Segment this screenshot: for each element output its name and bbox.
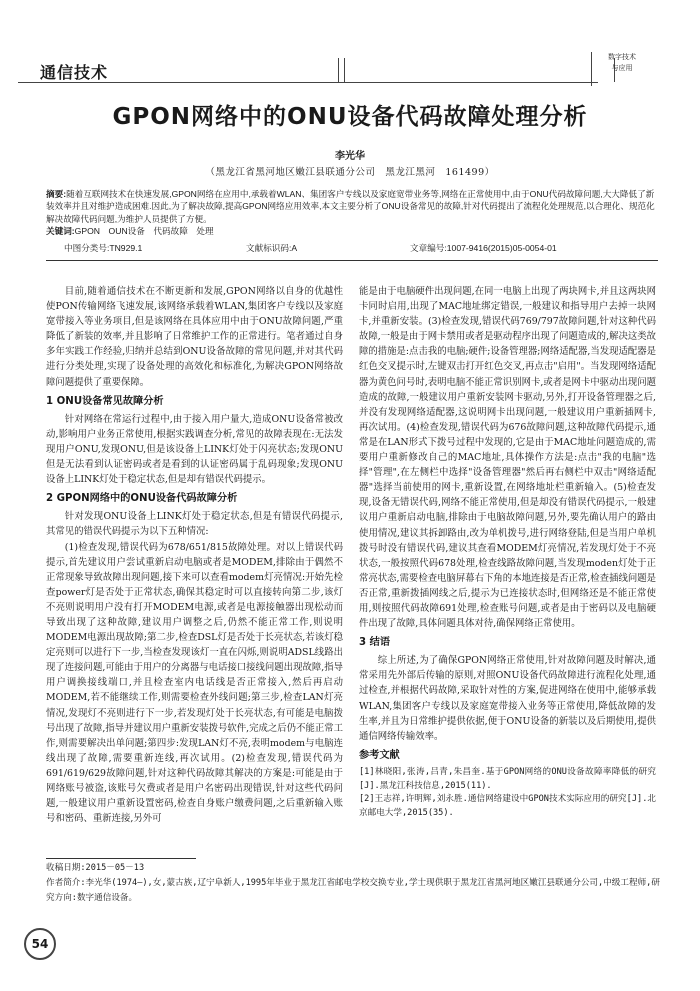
right-column <box>359 284 656 820</box>
left-column <box>46 284 343 826</box>
journal-logo <box>591 52 652 86</box>
footnote <box>46 861 666 906</box>
header-divider <box>344 58 345 82</box>
abstract-label: 摘要: <box>46 189 67 199</box>
section-heading: 2 GPON网络中的ONU设备代码故障分析 <box>46 493 238 505</box>
paragraph: (1)检查发现,错误代码为678/651/815故障处理。对以上错误代码提示,首先建议用户尝试重新启动电脑或者是MODEM,排除由于偶然不正常现象导致故障出现问题,接下来可以查看modem灯亮情况:开始先检查power灯是否处于正常状态,确保其稳定时可以直接转向第二步,该灯不亮则说明用户没有打开MODEM电源,或者是电源接触器出现松动而导致出现了这种故障,建议用户调整之后,仍然不能正常工作,则说明MODEM电源出现故障;第二步,检查DSL灯是否处于长亮状态,若该灯稳定亮则可以进行下一步,当检查发现该灯一直在闪烁,则说明ADSL线路出现了连接问题,可能由于用户的分离器与电话接口接线问题出现故障,指导用户调换接线端口,并且检查室内电话线是否正常接入,然后再启动MODEM,若不能继续工作,则需要检查外线问题;第三步,检查LAN灯亮情况,发现灯不亮则进行下一步,若发现灯处于长亮状态,有可能是电脑拨号出现了故障,指导并建议用户重新安装拨号软件,完成之后仍不能正常工作,则需要解决出单问题;第四步:发现LAN灯不亮,表明modem与电脑连线出现了故障,需要重新连线,再次试用。(2)检查发现,错误代码为691/619/629故障问题,针对这种代码故障其解决的方案是:可能是由于网络账号被盗,该账号欠费或者是用户名密码出现错误,针对这些代码问题,一般建议用户重新设置密码,检查自身账户缴费问题,之后重新输入账号和密码、重新连接,另外可 <box>46 541 343 825</box>
affiliation: （黑龙江省黑河地区嫩江县联通分公司 黑龙江黑河 161499） <box>205 167 495 178</box>
document-code: 文献标识码:A <box>246 243 298 253</box>
keywords: GPON OUN设备 代码故障 处理 <box>74 226 214 237</box>
article-number: 文章编号:1007-9416(2015)05-0054-01 <box>410 243 557 253</box>
logo-line: 数字技术 <box>608 53 636 61</box>
logo-line: 与应用 <box>611 64 633 72</box>
header-divider <box>338 58 339 82</box>
intro-paragraph: 目前,随着通信技术在不断更新和发展,GPON网络以自身的优越性使PON传输网络飞速发展,该网络承载着WLAN,集团客户专线以及家庭宽带接入等业务项目,但是该网络在具体应用中由于ONU故障问题,严重降低了新装的效率,并且影响了日常维护工作的正常进行。笔者通过自身多年实践工作经验,归纳并总结到ONU设备故障的常见问题,并对其代码进行分类处理,实现了设备处理的高效化和标准化,为解决GPON网络故障问题提供了重要保障。 <box>46 286 343 388</box>
reference: [2]王志祥,许明辉,刘永胜.通信网络建设中GPON技术实际应用的研究[J].北京邮电大学,2015(35). <box>359 794 656 818</box>
footer-rule <box>46 858 196 859</box>
header-rule <box>18 82 598 83</box>
author-bio: 作者简介:李光华(1974—),女,蒙古族,辽宁阜新人,1995年毕业于黑龙江省邮电学校交换专业,学士现供职于黑龙江省黑河地区嫩江县联通分公司,中级工程师,研究方向:数字通信设备。 <box>46 878 660 903</box>
article-title: GPON网络中的ONU设备代码故障处理分析 <box>112 104 588 130</box>
references-heading: 参考文献 <box>359 749 400 761</box>
page-header <box>18 53 682 82</box>
paragraph: 能是由于电脑硬件出现问题,在同一电脑上出现了两块网卡,并且这两块网卡同时启用,出现了MAC地址绑定错误,一般建议和指导用户去掉一块网卡,并重新安装。(3)检查发现,错误代码769/797故障问题,针对这种代码故障,一般是由于网卡禁用或者是驱动程序出现了问题造成的,解决这类故障的措施是:点击我的电脑;硬件;设备管理器;网络适配器,当发现适配器是红色交叉提示时,左键双击打开红色交叉,再点击"启用"。当发现网络适配器为黄色问号时,表明电脑不能正常识别网卡,或者是网卡中驱动出现问题造成的故障,一般建议用户重新安装网卡驱动,另外,打开设备管理器之后,并没有发现网络适配器,这说明网卡出现问题,一般建议用户重新插网卡,再次试用。(4)检查发现,错误代码为676故障问题,这种故障代码提示,通常是在LAN形式下拨号过程中发现的,它是由于MAC地址问题造成的,需要用户重新修改自己的MAC地址,具体操作方法是:点击"我的电脑"选择"管理",在左侧栏中选择"设备管理器"然后再右侧栏中双击"网络适配器"选择当前使用的网卡,重新设置,在网络地址栏重新输入。(5)检查发现,设备无错误代码,网络不能正常使用,但是却没有错误代码提示,一般建议用户重新启动电脑,排除由于电脑故障问题,另外,要先确认用户的路由使用情况,建议其拆卸路由,改为单机拨号,进行网络登陆,但是当用户单机拨号时没有错误代码,建议其查看MODEM灯亮情况,若发现灯处于不亮状态,一般按照代码678处理,检查线路故障问题,当发现moden灯处于正常亮状态,需要检查电脑屏幕右下角的本地连接是否正常,检查插线问题是否正常,重新拨插网线之后,提示为已连接状态时,但网络还是不能正常使用,则按照代码故障691处理,检查账号问题,或者是由于密码以及电脑硬件出现了故障,具体问题具体对待,确保网络正常使用。 <box>359 286 656 630</box>
abstract-text: 随着互联网技术在快速发展,GPON网络在应用中,承载着WLAN、集团客户专线以及家庭宽带业务等,网络在正常使用中,由于ONU代码故障问题,大大降低了新装效率并且对维护造成困难.因此,为了解决故障,提高GPON网络应用效率,本文主要分析了ONU设备常见的故障,针对代码提出了流程化处理规范,以合理化、规范化解决故障代码问题,为维护人员提供了方便。 <box>46 189 655 224</box>
paragraph: 针对发现ONU设备上LINK灯处于稳定状态,但是有错误代码提示,其常见的错误代码提示为以下五种情况: <box>46 511 343 538</box>
abstract-rule <box>46 260 658 261</box>
reference: [1]林晓阳,张涛,吕青,朱昌奎.基于GPON网络的ONU设备故障率降低的研究[J].黑龙江科技信息,2015(11). <box>359 766 656 791</box>
abstract <box>46 188 658 238</box>
paragraph: 综上所述,为了确保GPON网络正常使用,针对故障问题及时解决,通常采用先外部后传输的原则,对照ONU设备代码故障进行流程化处理,通过检查,并根据代码故障,采取针对性的方案,促进网络在使用中,能够承载WLAN,集团客户专线以及家庭宽带接入业务等正常使用,降低故障的发生率,并且为日常维护提供依据,便于ONU设备的新装以及后期使用,提供通信网络传输效率。 <box>359 655 656 742</box>
author: 李光华 <box>335 151 365 162</box>
keywords-label: 关键词: <box>46 226 75 237</box>
page-number: 54 <box>24 928 56 960</box>
section-heading: 1 ONU设备常见故障分析 <box>46 395 164 407</box>
section-name: 通信技术 <box>40 63 109 82</box>
clc-number: 中图分类号:TN929.1 <box>64 243 143 253</box>
received-date: 收稿日期:2015－05－13 <box>46 863 145 873</box>
paragraph: 针对网络在常运行过程中,由于接入用户量大,造成ONU设备常被改动,影响用户业务正常使用,根据实践调查分析,常见的故障表现在:无法发现用户ONU,发现ONU,但是该设备上LINK灯处于闪亮状态;发现ONU但是无法看到认证密码或者是看到的认证密码属于乱码现象;发现ONU设备上LINK灯处于稳定状态,但是却有错误代码提示。 <box>46 413 343 486</box>
section-heading: 3 结语 <box>359 637 391 649</box>
